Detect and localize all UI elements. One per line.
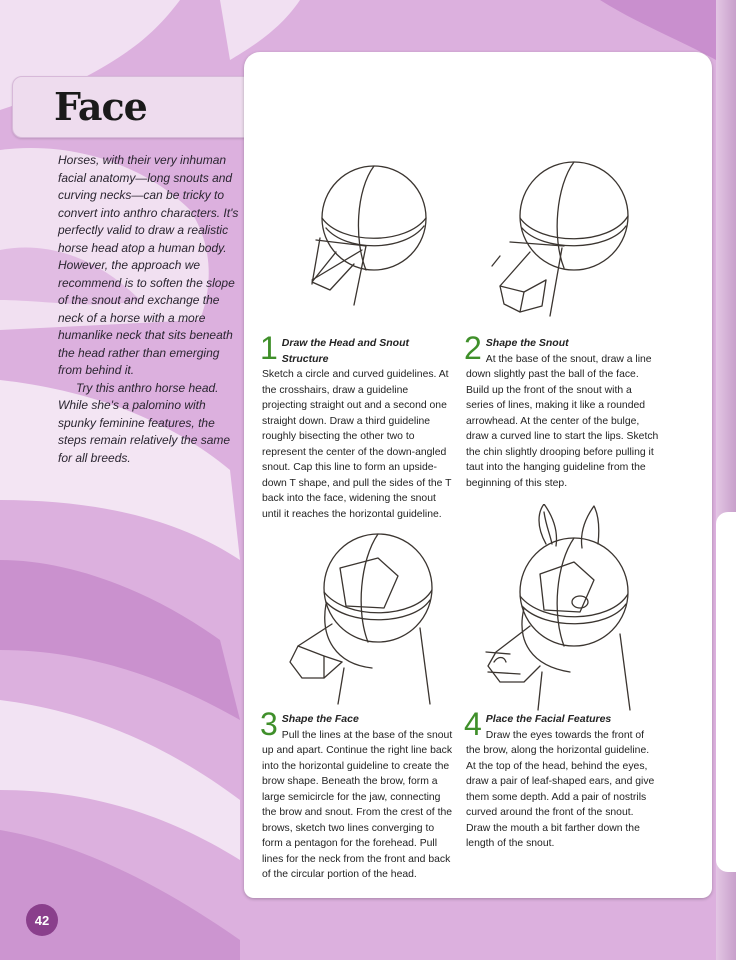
step-3-title: Shape the Face [281,713,359,725]
adjacent-page-edge [716,0,736,960]
step-1 [260,330,456,522]
intro-paragraph-2: Try this anthro horse head. While she's a palomino with spunky feminine features, the steps remain relatively the same for all breeds. [58,380,231,465]
page-title: Face [54,84,147,129]
step-4-text: Draw the eyes towards the front of the brow, along the horizontal guideline. At the top of the head, behind the eyes, draw a pair of leaf-shaped ears, and give them some depth. Add a pair of nostrils curved around the front of the snout. Draw the mouth a bit farther down the length of the snout. [466,729,655,849]
step-2 [464,330,660,491]
step-1-number: 1 [260,330,278,366]
step-2-title: Shape the Snout [485,337,569,349]
step-2-sketch [480,156,640,336]
step-1-text: Sketch a circle and curved guidelines. At the crosshairs, draw a guideline projecting straight out and a second one straight down. Draw a third guideline roughly bisecting the other two to represent the center of the down-angled snout. Cap this line to form an upside-down T shape, and pull the sides of the T back into the face, widening the snout until it reaches the horizontal guideline. [262,369,452,520]
step-4-sketch [480,504,650,714]
intro-paragraph-1: Horses, with their very inhuman facial anatomy—long snouts and curving necks—can be tricky to convert into anthro characters. It's perfectly valid to draw a realistic horse head atop a human body. However, the approach we recommend is to soften the slope of the snout and exchange the neck of a horse with a more humanlike neck that sits beneath the head rather than emerging from behind it. [58,153,239,377]
step-2-text: At the base of the snout, draw a line down slightly past the ball of the face. Build up the front of the snout with a series of lines, making it like a rounded arrowhead. At the center of the bulge, draw a curved line to start the lips. Sketch the chin slightly drooping before pulling it taut into the hanging guideline from the beginning of this step. [466,353,659,489]
page-number-badge: 42 [26,904,58,936]
step-4-title: Place the Facial Features [485,713,612,725]
adjacent-page-panel [716,512,736,872]
intro-text [58,152,242,467]
step-3-text: Pull the lines at the base of the snout up and apart. Continue the right line back into the horizontal guideline to create the brow shape. Beneath the brow, form a large semicircle for the jaw, connecting the brow and snout. From the crest of the brows, sketch two lines converging to form a pentagon for the forehead. Pull lines for the neck from the front and back of the circular portion of the head. [262,729,453,880]
step-4 [464,706,660,852]
step-1-title: Draw the Head and Snout Structure [281,337,409,365]
step-2-number: 2 [464,330,482,366]
step-3 [260,706,456,883]
step-4-number: 4 [464,706,482,742]
step-3-number: 3 [260,706,278,742]
step-3-sketch [280,528,450,708]
step-1-sketch [296,160,446,330]
